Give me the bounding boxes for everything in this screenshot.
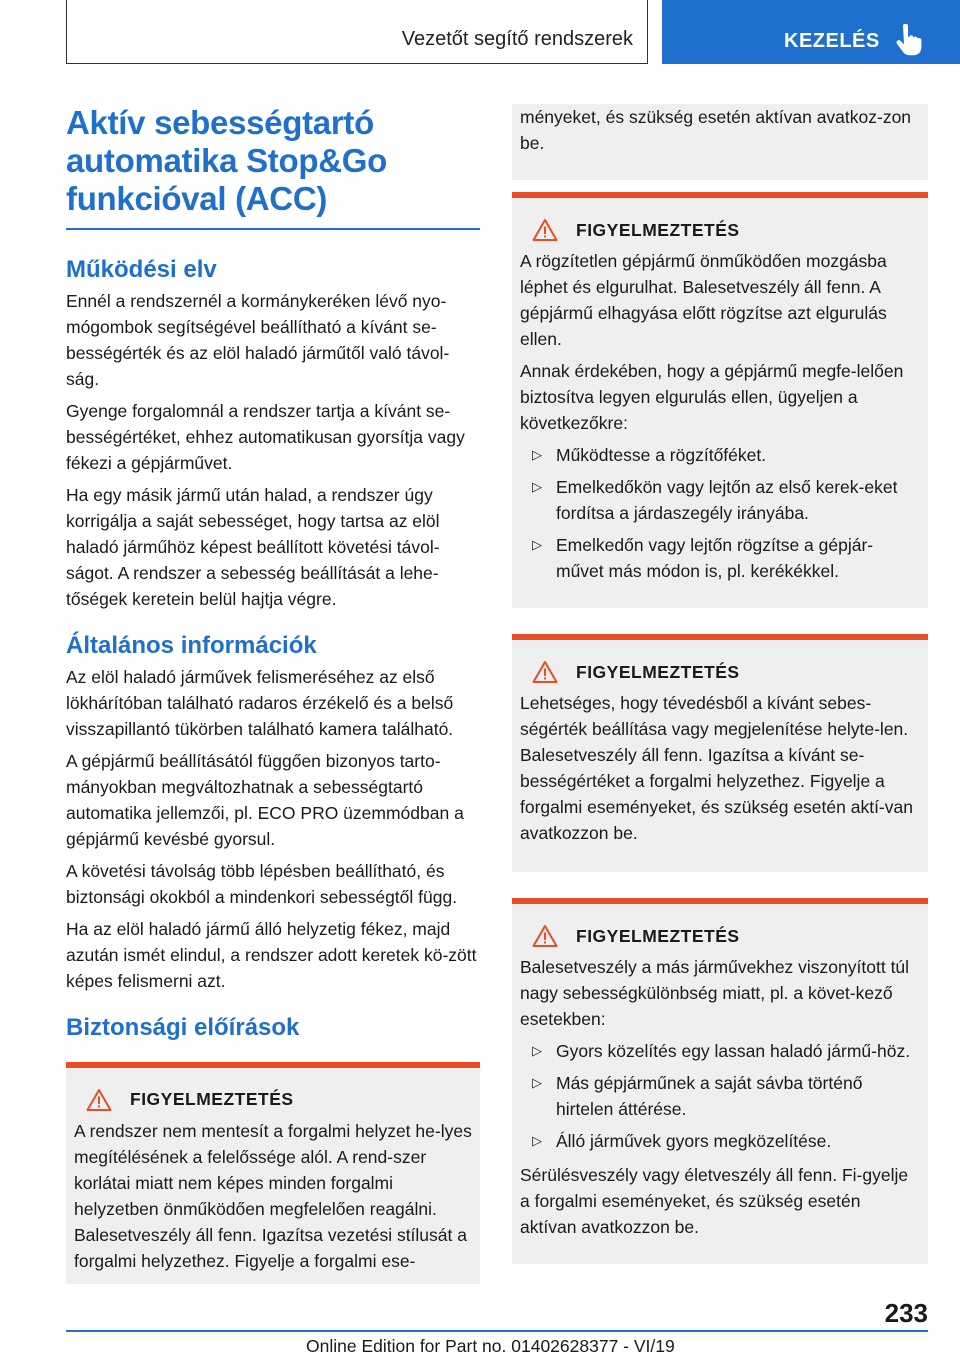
title-divider (66, 228, 480, 230)
bullet-triangle-icon: ▷ (532, 479, 542, 494)
warning-box (512, 634, 928, 872)
warning-text: Balesetveszély a más járművekhez viszonyított túl nagy sebességkülönbség miatt, pl. a követ-kező esetekben: (520, 957, 910, 1029)
list-item: ▷ Emelkedőn vagy lejtőn rögzítse a gépjár-művet más módon is, pl. kerékékkel. (520, 532, 920, 584)
footer-divider (66, 1330, 928, 1332)
header-chapter-box (66, 0, 648, 64)
paragraph: Az elöl haladó járművek felismeréséhez az első lökhárítóban található radaros érzékelő és a belső visszapillantó tükörben található kamera található. (66, 666, 454, 739)
warning-list (520, 442, 920, 584)
bullet-triangle-icon: ▷ (532, 1075, 542, 1090)
right-column (512, 104, 928, 1264)
list-item: ▷ Működtesse a rögzítőféket. (520, 442, 920, 468)
warning-box (512, 898, 928, 1264)
warning-list (520, 1038, 920, 1154)
page-title: Aktív sebességtartó automatika Stop&Go funkcióval (ACC) (66, 104, 387, 217)
section-title: KEZELÉS (784, 30, 880, 52)
list-item: ▷ Emelkedőkön vagy lejtőn az első kerek-eket fordítsa a járdaszegély irányába. (520, 474, 920, 526)
warning-triangle-icon (532, 218, 558, 242)
list-item: ▷ Más gépjárműnek a saját sávba történő hirtelen áttérése. (520, 1070, 920, 1122)
footer-edition: Online Edition for Part no. 01402628377 - VI/19 (306, 1336, 675, 1356)
paragraph: Ennél a rendszernél a kormánykeréken lévő nyo-mógombok segítségével beállítható a kívánt se-bességérték és az elöl haladó járműtől való távol-ság. (66, 290, 450, 389)
paragraph: Ha az elöl haladó jármű álló helyzetig fékez, majd azután ismét elindul, a rendszer adott keretek kö-zött képes felismerni azt. (66, 918, 477, 991)
warning-triangle-icon (532, 660, 558, 684)
warning-label: FIGYELMEZTETÉS (576, 219, 740, 240)
bullet-triangle-icon: ▷ (532, 537, 542, 552)
heading-mukodesi-elv: Működési elv (66, 255, 217, 283)
heading-altalanos-informaciok: Általános információk (66, 631, 317, 659)
bullet-triangle-icon: ▷ (532, 1043, 542, 1058)
warning-box (66, 1062, 480, 1284)
warning-triangle-icon (532, 924, 558, 948)
paragraph: A gépjármű beállításától függően bizonyos tarto-mányokban megváltozhatnak a sebességtartó automatika jellemzői, pl. ECO PRO üzemmódban a gépjármű kevésbé gyorsul. (66, 750, 464, 849)
left-column (66, 104, 480, 1284)
warning-text: A rögzítetlen gépjármű önműködően mozgásba léphet és elgurulhat. Balesetveszély áll fenn. A gépjármű elhagyása előtt rögzítse azt elgurulás ellen. (520, 251, 887, 349)
list-item: ▷ Gyors közelítés egy lassan haladó jármű-höz. (520, 1038, 920, 1064)
heading-biztonsagi-eloirasok: Biztonsági előírások (66, 1013, 300, 1041)
page-number: 233 (884, 1298, 928, 1328)
warning-box (512, 192, 928, 608)
warning-label: FIGYELMEZTETÉS (576, 925, 740, 946)
paragraph: Gyenge forgalomnál a rendszer tartja a kívánt se-bességértéket, ehhez automatikusan gyorsítja vagy fékezi a gépjárművet. (66, 400, 465, 473)
paragraph: Ha egy másik jármű után halad, a rendszer úgy korrigálja a saját sebességet, hogy tartsa az elöl haladó járműhöz képest beállított követési távol-ságot. A rendszer a sebesség beállítását a lehe-tőségek keretein belül hajtja végre. (66, 484, 440, 609)
warning-text-continued: ményeket, és szükség esetén aktívan avatkoz-zon be. (520, 107, 912, 153)
warning-text: A rendszer nem mentesít a forgalmi helyzet he-lyes megítélésének a felelőssége alól. A rend-szer korlátai miatt nem képes minden forgalmi helyzetben önműködően megfelelően reagálni. Balesetveszély áll fenn. Igazítsa vezetési stílusát a forgalmi helyzethez. Figyelje a forgalmi ese- (74, 1120, 472, 1271)
warning-triangle-icon (86, 1088, 112, 1112)
bullet-triangle-icon: ▷ (532, 447, 542, 462)
bullet-triangle-icon: ▷ (532, 1133, 542, 1148)
hand-pointer-icon (894, 24, 922, 56)
warning-text: Sérülésveszély vagy életveszély áll fenn. Fi-gyelje a forgalmi eseményeket, és szükség esetén aktívan avatkozzon be. (520, 1165, 909, 1237)
list-item: ▷ Álló járművek gyors megközelítése. (520, 1128, 920, 1154)
warning-label: FIGYELMEZTETÉS (576, 661, 740, 682)
paragraph: A követési távolság több lépésben beállítható, és biztonsági okokból a mindenkori sebességtől függ. (66, 860, 458, 907)
chapter-title: Vezetőt segítő rendszerek (401, 28, 633, 50)
warning-label: FIGYELMEZTETÉS (130, 1089, 294, 1109)
header-section-box (662, 0, 960, 64)
warning-text: Lehetséges, hogy tévedésből a kívánt sebes-ségérték beállítása vagy megjelenítése helyte-len. Balesetveszély áll fenn. Igazítsa a kívánt se-bességértéket a forgalmi helyzethez. Figyelje a forgalmi eseményeket, és szükség esetén aktí-van avatkozzon be. (520, 693, 913, 843)
warning-text: Annak érdekében, hogy a gépjármű megfe-lelően biztosítva legyen elgurulás ellen, ügyeljen a következőkre: (520, 361, 904, 433)
warning-box-continued (512, 104, 928, 180)
